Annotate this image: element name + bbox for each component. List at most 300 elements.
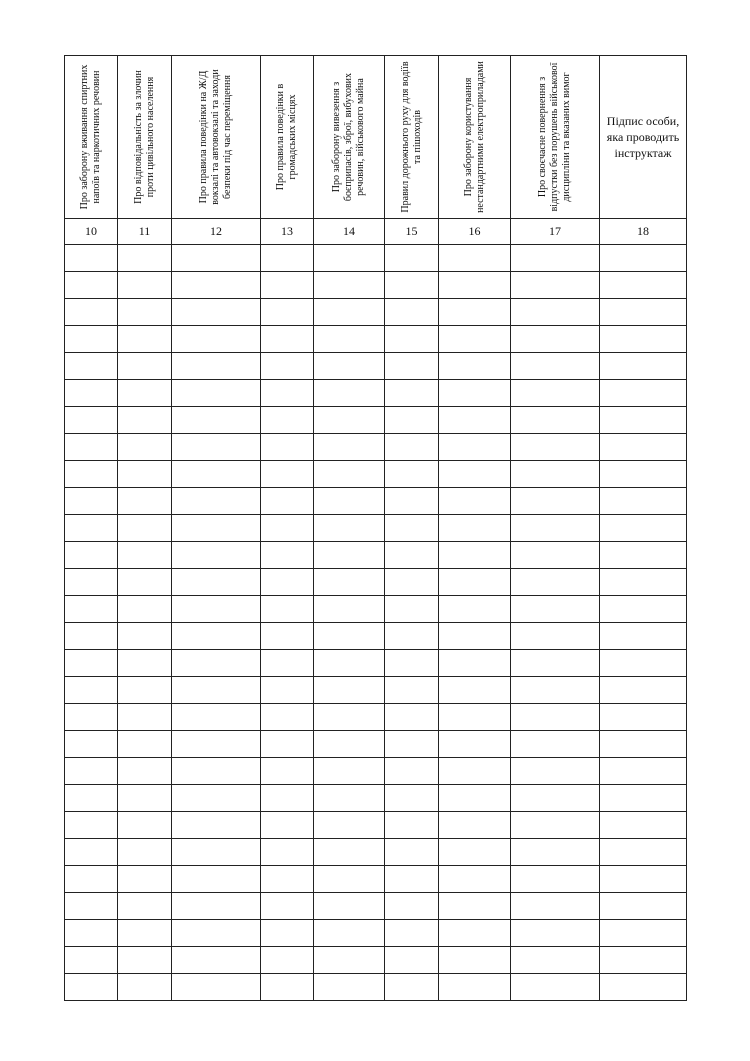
header-text: Про правила поведінки на Ж/Д вокзалі та автовокзалі та заходи безпеки під час переміщення	[198, 69, 233, 205]
table-cell	[65, 920, 118, 947]
table-cell	[172, 650, 261, 677]
table-cell	[439, 272, 511, 299]
table-cell	[65, 569, 118, 596]
table-cell	[261, 407, 314, 434]
table-cell	[511, 434, 600, 461]
table-cell	[261, 461, 314, 488]
table-cell	[118, 515, 172, 542]
table-cell	[261, 299, 314, 326]
table-cell	[65, 245, 118, 272]
table-cell	[385, 380, 439, 407]
table-cell	[261, 515, 314, 542]
table-cell	[511, 353, 600, 380]
table-row	[65, 353, 687, 380]
table-cell	[172, 677, 261, 704]
table-cell	[385, 245, 439, 272]
header-text: Про відповідальність за злочин проти цивільного населення	[132, 70, 156, 204]
table-cell	[261, 488, 314, 515]
table-cell	[172, 758, 261, 785]
table-cell	[385, 920, 439, 947]
table-cell	[439, 380, 511, 407]
header-row	[65, 56, 687, 219]
header-cell	[600, 56, 687, 219]
table-cell	[65, 326, 118, 353]
table-row	[65, 272, 687, 299]
table-cell	[511, 866, 600, 893]
table-cell	[314, 407, 385, 434]
table-cell	[314, 488, 385, 515]
table-cell	[385, 785, 439, 812]
table-cell	[439, 245, 511, 272]
table-cell	[511, 488, 600, 515]
table-cell	[314, 704, 385, 731]
table-row	[65, 380, 687, 407]
table-cell	[65, 839, 118, 866]
table-cell	[439, 488, 511, 515]
table-cell	[118, 326, 172, 353]
table-cell	[511, 326, 600, 353]
table-cell	[511, 623, 600, 650]
table-cell	[385, 677, 439, 704]
table-cell	[118, 353, 172, 380]
table-cell	[261, 947, 314, 974]
column-number-row	[65, 219, 687, 245]
table-cell	[261, 542, 314, 569]
table-cell	[172, 272, 261, 299]
table-row	[65, 326, 687, 353]
table-cell	[385, 326, 439, 353]
table-cell	[65, 461, 118, 488]
table-cell	[65, 974, 118, 1001]
column-number: 12	[172, 219, 261, 245]
table-cell	[511, 974, 600, 1001]
table-cell	[314, 272, 385, 299]
table-cell	[261, 596, 314, 623]
table-cell	[172, 623, 261, 650]
table-cell	[118, 893, 172, 920]
table-cell	[511, 650, 600, 677]
table-cell	[600, 731, 687, 758]
table-cell	[314, 569, 385, 596]
table-cell	[511, 812, 600, 839]
table-cell	[439, 461, 511, 488]
table-row	[65, 245, 687, 272]
table-cell	[65, 380, 118, 407]
table-cell	[261, 650, 314, 677]
table-cell	[314, 542, 385, 569]
header-text: Правил дорожнього руху для водіїв та пішоходів	[399, 61, 423, 213]
table-cell	[511, 839, 600, 866]
table-cell	[600, 299, 687, 326]
table-cell	[65, 623, 118, 650]
table-cell	[65, 488, 118, 515]
table-cell	[385, 461, 439, 488]
column-number: 15	[385, 219, 439, 245]
header-cell	[118, 56, 172, 219]
table-cell	[261, 866, 314, 893]
table-cell	[65, 677, 118, 704]
table-cell	[600, 704, 687, 731]
table-cell	[439, 893, 511, 920]
table-cell	[385, 569, 439, 596]
table-row	[65, 893, 687, 920]
table-cell	[118, 434, 172, 461]
table-cell	[261, 434, 314, 461]
table-cell	[439, 299, 511, 326]
table-cell	[439, 947, 511, 974]
table-cell	[385, 704, 439, 731]
table-cell	[314, 812, 385, 839]
header-cell	[172, 56, 261, 219]
table-cell	[314, 623, 385, 650]
table-cell	[600, 650, 687, 677]
column-number: 16	[439, 219, 511, 245]
table-cell	[600, 947, 687, 974]
table-cell	[511, 569, 600, 596]
table-cell	[385, 731, 439, 758]
table-cell	[600, 488, 687, 515]
table-cell	[600, 326, 687, 353]
table-cell	[385, 839, 439, 866]
table-cell	[118, 380, 172, 407]
table-cell	[385, 353, 439, 380]
table-cell	[172, 353, 261, 380]
table-cell	[314, 515, 385, 542]
table-cell	[511, 245, 600, 272]
header-cell	[511, 56, 600, 219]
table-cell	[65, 731, 118, 758]
table-cell	[511, 758, 600, 785]
table-cell	[600, 839, 687, 866]
table-cell	[118, 623, 172, 650]
table-cell	[314, 974, 385, 1001]
table-cell	[511, 542, 600, 569]
table-cell	[439, 326, 511, 353]
header-cell	[314, 56, 385, 219]
table-cell	[385, 299, 439, 326]
table-cell	[385, 974, 439, 1001]
header-text: Про правила поведінки в громадських місцях	[275, 83, 298, 191]
table-cell	[600, 434, 687, 461]
table-cell	[385, 866, 439, 893]
column-number: 17	[511, 219, 600, 245]
table-cell	[118, 947, 172, 974]
table-row	[65, 650, 687, 677]
table-cell	[118, 974, 172, 1001]
table-cell	[261, 758, 314, 785]
table-cell	[385, 407, 439, 434]
table-cell	[439, 731, 511, 758]
table-cell	[172, 380, 261, 407]
table-cell	[118, 758, 172, 785]
table-cell	[65, 947, 118, 974]
table-cell	[600, 812, 687, 839]
table-cell	[118, 785, 172, 812]
table-cell	[261, 785, 314, 812]
table-cell	[314, 380, 385, 407]
table-cell	[439, 785, 511, 812]
column-number: 13	[261, 219, 314, 245]
table-cell	[65, 434, 118, 461]
table-cell	[385, 272, 439, 299]
table-cell	[439, 839, 511, 866]
table-cell	[172, 515, 261, 542]
table-cell	[314, 677, 385, 704]
table-cell	[172, 434, 261, 461]
table-cell	[511, 731, 600, 758]
table-cell	[118, 542, 172, 569]
table-cell	[600, 623, 687, 650]
table-cell	[261, 353, 314, 380]
table-cell	[172, 947, 261, 974]
table-cell	[118, 407, 172, 434]
table-cell	[172, 839, 261, 866]
table-cell	[172, 893, 261, 920]
table-cell	[261, 920, 314, 947]
table-cell	[261, 326, 314, 353]
table-cell	[385, 542, 439, 569]
table-cell	[261, 974, 314, 1001]
header-cell	[65, 56, 118, 219]
table-cell	[118, 461, 172, 488]
table-row	[65, 596, 687, 623]
column-number: 10	[65, 219, 118, 245]
table-row	[65, 461, 687, 488]
table-cell	[600, 380, 687, 407]
table-cell	[385, 650, 439, 677]
table-cell	[600, 245, 687, 272]
table-cell	[65, 353, 118, 380]
table-cell	[172, 785, 261, 812]
table-cell	[118, 596, 172, 623]
table-cell	[118, 704, 172, 731]
table-body	[65, 245, 687, 1001]
table-cell	[65, 299, 118, 326]
column-number: 11	[118, 219, 172, 245]
table-cell	[385, 623, 439, 650]
table-cell	[385, 488, 439, 515]
table-row	[65, 974, 687, 1001]
header-cell	[385, 56, 439, 219]
table-cell	[172, 542, 261, 569]
table-cell	[314, 839, 385, 866]
table-cell	[172, 569, 261, 596]
header-text: Про заборону вживання спиртних напоїв та наркотичних речовин	[79, 64, 102, 210]
table-cell	[65, 812, 118, 839]
table-cell	[439, 569, 511, 596]
table-cell	[511, 407, 600, 434]
header-text: Про заборону користування нестандартними електроприладами	[462, 61, 486, 213]
table-cell	[511, 299, 600, 326]
table-cell	[439, 623, 511, 650]
table-cell	[439, 596, 511, 623]
table-cell	[65, 866, 118, 893]
table-cell	[314, 785, 385, 812]
table-cell	[172, 407, 261, 434]
table-cell	[439, 353, 511, 380]
table-cell	[261, 245, 314, 272]
table-cell	[65, 704, 118, 731]
table-cell	[314, 920, 385, 947]
table-cell	[600, 893, 687, 920]
table-cell	[118, 650, 172, 677]
table-cell	[65, 650, 118, 677]
table-cell	[600, 407, 687, 434]
table-cell	[439, 920, 511, 947]
table-row	[65, 839, 687, 866]
table-cell	[261, 893, 314, 920]
table-row	[65, 488, 687, 515]
table-cell	[172, 974, 261, 1001]
table-cell	[511, 920, 600, 947]
table-cell	[65, 596, 118, 623]
table-cell	[600, 866, 687, 893]
table-cell	[314, 731, 385, 758]
table-cell	[314, 947, 385, 974]
table-cell	[172, 704, 261, 731]
table-cell	[600, 920, 687, 947]
header-text-signature: Підпис особи, яка проводить інструктаж	[606, 114, 680, 160]
table-row	[65, 407, 687, 434]
header-cell	[261, 56, 314, 219]
table-cell	[439, 677, 511, 704]
table-cell	[439, 866, 511, 893]
table-cell	[118, 299, 172, 326]
table-cell	[261, 272, 314, 299]
table-cell	[172, 245, 261, 272]
table-cell	[600, 974, 687, 1001]
table-cell	[511, 785, 600, 812]
table-cell	[511, 380, 600, 407]
table-cell	[600, 785, 687, 812]
table-cell	[118, 731, 172, 758]
table-cell	[172, 866, 261, 893]
table-cell	[439, 758, 511, 785]
table-cell	[172, 326, 261, 353]
table-cell	[600, 758, 687, 785]
table-cell	[600, 596, 687, 623]
table-cell	[385, 893, 439, 920]
table-cell	[314, 326, 385, 353]
table-cell	[118, 920, 172, 947]
table-cell	[65, 272, 118, 299]
column-number: 14	[314, 219, 385, 245]
journal-table	[64, 55, 687, 1001]
table-cell	[314, 461, 385, 488]
table-cell	[65, 785, 118, 812]
table-cell	[314, 866, 385, 893]
table-row	[65, 299, 687, 326]
column-number: 18	[600, 219, 687, 245]
table-cell	[439, 650, 511, 677]
table-cell	[261, 731, 314, 758]
table-cell	[439, 542, 511, 569]
table-row	[65, 785, 687, 812]
table-cell	[600, 272, 687, 299]
table-cell	[439, 704, 511, 731]
header-text: Про заборону вивезення з боєприпасів, зброї, вибухових речовин, військового майна	[331, 72, 366, 202]
table-cell	[118, 569, 172, 596]
table-cell	[385, 596, 439, 623]
table-cell	[314, 650, 385, 677]
table-cell	[511, 596, 600, 623]
table-cell	[439, 407, 511, 434]
table-cell	[314, 245, 385, 272]
table-row	[65, 623, 687, 650]
table-cell	[172, 488, 261, 515]
table-cell	[172, 461, 261, 488]
table-row	[65, 704, 687, 731]
table-row	[65, 731, 687, 758]
table-cell	[600, 569, 687, 596]
table-cell	[314, 299, 385, 326]
table-cell	[511, 947, 600, 974]
table-row	[65, 434, 687, 461]
table-cell	[65, 515, 118, 542]
table-cell	[600, 515, 687, 542]
table-cell	[385, 758, 439, 785]
table-row	[65, 569, 687, 596]
table-cell	[261, 839, 314, 866]
table-cell	[118, 866, 172, 893]
table-cell	[385, 947, 439, 974]
table-cell	[511, 893, 600, 920]
table-cell	[314, 434, 385, 461]
table-row	[65, 515, 687, 542]
table-cell	[511, 704, 600, 731]
table-cell	[385, 515, 439, 542]
header-cell	[439, 56, 511, 219]
table-row	[65, 542, 687, 569]
table-cell	[261, 677, 314, 704]
table-row	[65, 812, 687, 839]
table-row	[65, 758, 687, 785]
table-cell	[439, 974, 511, 1001]
table-cell	[261, 704, 314, 731]
table-cell	[600, 353, 687, 380]
table-row	[65, 677, 687, 704]
table-cell	[172, 920, 261, 947]
table-cell	[600, 677, 687, 704]
table-row	[65, 947, 687, 974]
table-row	[65, 920, 687, 947]
table-cell	[439, 434, 511, 461]
table-cell	[261, 569, 314, 596]
table-cell	[600, 461, 687, 488]
table-cell	[511, 515, 600, 542]
table-cell	[172, 812, 261, 839]
table-cell	[439, 515, 511, 542]
table-cell	[314, 893, 385, 920]
table-cell	[172, 596, 261, 623]
table-cell	[65, 542, 118, 569]
table-cell	[314, 758, 385, 785]
table-cell	[172, 731, 261, 758]
table-cell	[172, 299, 261, 326]
table-cell	[511, 272, 600, 299]
table-cell	[314, 353, 385, 380]
table-row	[65, 866, 687, 893]
table-cell	[385, 812, 439, 839]
table-cell	[511, 677, 600, 704]
table-cell	[511, 461, 600, 488]
table-cell	[118, 245, 172, 272]
table-cell	[118, 488, 172, 515]
table-cell	[118, 272, 172, 299]
table-cell	[314, 596, 385, 623]
table-cell	[65, 758, 118, 785]
table-cell	[118, 677, 172, 704]
